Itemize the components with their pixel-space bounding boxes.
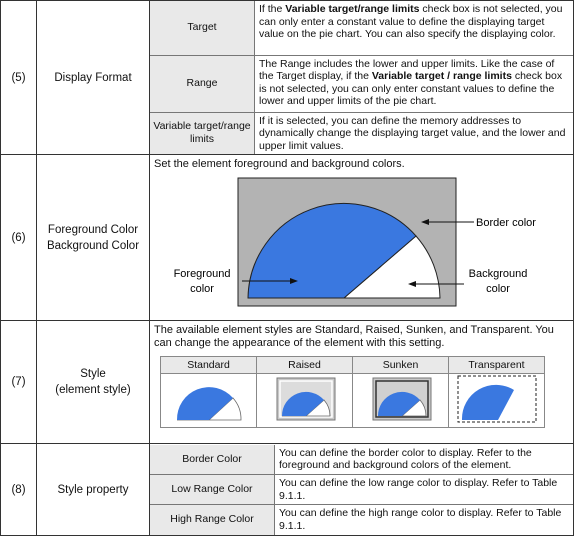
style-name: Transparent (449, 357, 545, 374)
row-intro: Set the element foreground and background colors. (154, 158, 405, 170)
subrow-low-range-color (150, 475, 573, 505)
style-sample-standard (161, 374, 257, 428)
subrow-border-color (150, 445, 573, 475)
border-label: Border color (476, 217, 536, 229)
subrow-variable (150, 112, 573, 154)
style-sample-transparent (449, 374, 545, 428)
style-sample-raised (257, 374, 353, 428)
desc-bold-text: Variable target/range limits (285, 3, 420, 15)
raised-pie-icon (260, 374, 350, 424)
subrow-key: Range (150, 55, 255, 112)
foreground-label: Foreground (173, 268, 231, 280)
desc-text: check box is not selected, you can only enter a constant value to define the displaying target value on the pie chart. You can also specify the displaying color. (259, 3, 563, 40)
background-label: color (486, 283, 510, 295)
row-colors (1, 155, 574, 321)
style-sample-sunken (353, 374, 449, 428)
desc-bold-text: Variable target / range limits (371, 70, 512, 82)
subrow-desc (255, 1, 574, 55)
subrow-key: Target (150, 1, 255, 55)
subrow-key: Border Color (150, 445, 275, 475)
desc-text: check box is not selected, you can only enter constant values to define the lower and upper limits of the pie chart. (259, 70, 563, 107)
row-number: (5) (1, 1, 37, 155)
desc-text: If the (259, 3, 286, 15)
row-number: (7) (1, 321, 37, 444)
style-name: Raised (257, 357, 353, 374)
style-name: Standard (161, 357, 257, 374)
sunken-pie-icon (356, 374, 446, 424)
row-label (37, 155, 150, 321)
row-number: (6) (1, 155, 37, 321)
row-style (1, 321, 574, 444)
subrow-desc: You can define the high range color to display. Refer to Table 9.1.1. (279, 507, 562, 532)
row-label (37, 321, 150, 444)
row-label-line: (element style) (55, 384, 131, 396)
row-label: Style property (37, 444, 150, 536)
row-display-format (1, 1, 574, 155)
pie-figure (150, 174, 574, 320)
row-label-line: Style (80, 368, 106, 380)
row-label: Display Format (37, 1, 150, 155)
standard-pie-icon (164, 374, 254, 424)
row-label-line: Foreground Color (47, 223, 139, 236)
row-style-property (1, 444, 574, 536)
subrow-desc: You can define the border color to display. Refer to the foreground and background colors of the element. (275, 445, 574, 475)
subrow-key: Variable target/range limits (150, 112, 255, 154)
row-number: (8) (1, 444, 37, 536)
background-label: Background (468, 268, 528, 280)
style-samples (160, 356, 545, 428)
display-format-subtable (150, 1, 573, 154)
subrow-key: High Range Color (150, 505, 275, 535)
style-property-subtable (150, 445, 573, 535)
subrow-range (150, 55, 573, 112)
subrow-high-range-color (150, 505, 573, 535)
subrow-desc (255, 55, 574, 112)
style-name: Sunken (353, 357, 449, 374)
desc-text: The Range includes the lower and upper limits. Like the case of the Target display, if the (259, 57, 555, 82)
color-figure (150, 174, 573, 320)
subrow-desc: You can define the low range color to display. Refer to Table 9.1.1. (275, 475, 574, 505)
transparent-pie-icon (452, 374, 542, 424)
subrow-desc: If it is selected, you can define the memory addresses to dynamically change the displaying target value, and the lower and upper limit values. (259, 114, 566, 152)
row-label-line: Background Color (46, 239, 140, 252)
subrow-key: Low Range Color (150, 475, 275, 505)
row-intro: The available element styles are Standard, Raised, Sunken, and Transparent. You can change the appearance of the element with this setting. (154, 324, 554, 349)
subrow-target (150, 1, 573, 55)
foreground-label: color (190, 283, 214, 295)
